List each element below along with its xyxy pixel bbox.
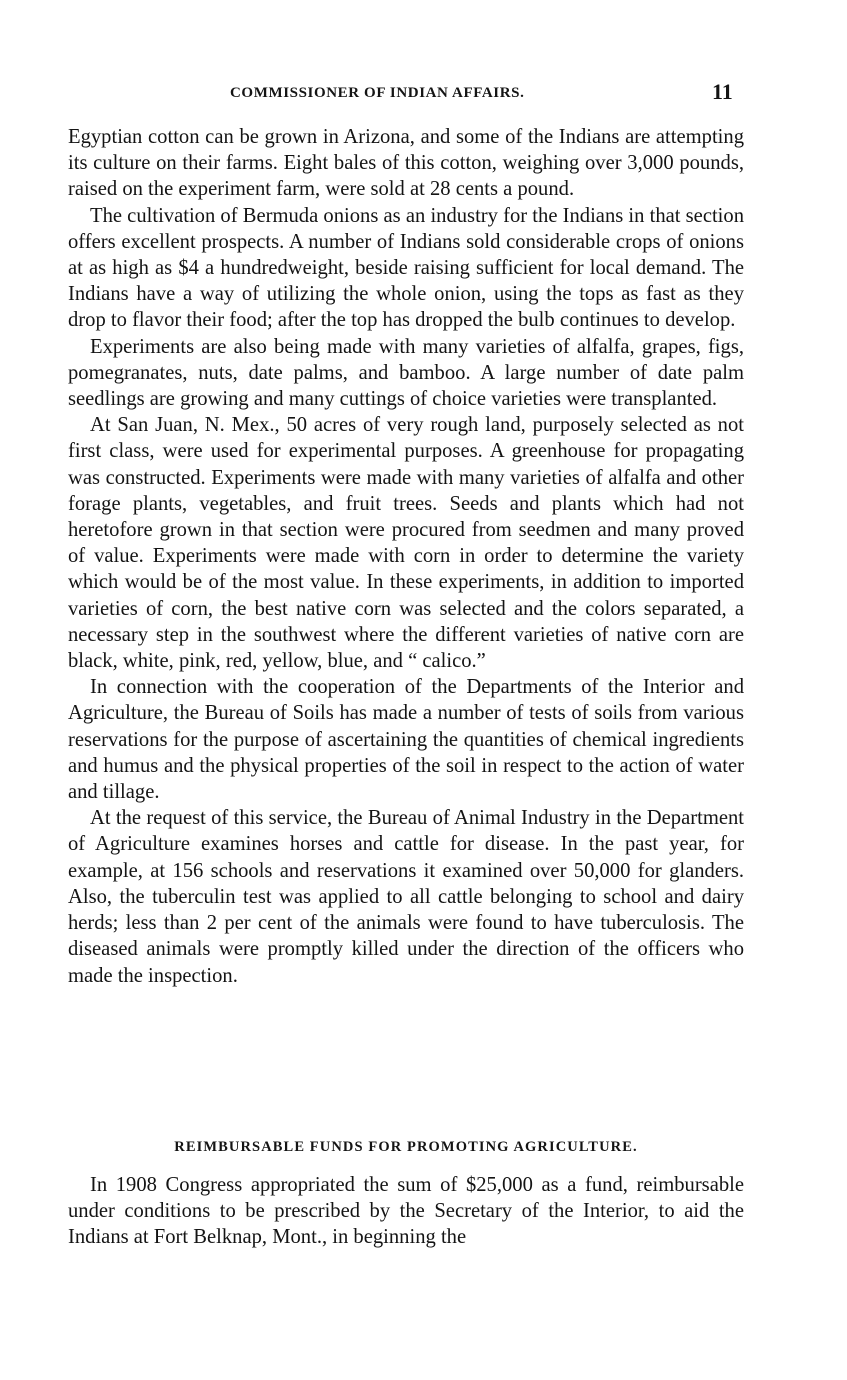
paragraph-reimbursable-funds: In 1908 Congress appropriated the sum of $25,000 as a fund, reimbursable under conditions to be prescribed by the Secretary of the Interior, to aid the Indians at Fort Belknap, Mont., in beginning the — [68, 1174, 744, 1249]
page-header — [0, 79, 847, 106]
paragraph-bureau-of-soils: In connection with the cooperation of the Departments of the Interior and Agriculture, the Bureau of Soils has made a number of tests of soils from various reservations for the purpose of ascertaining the quantities of chemical ingredients and humus and the physical properties of the soil in respect to the action of water and tillage. — [68, 676, 744, 804]
section-heading: REIMBURSABLE FUNDS FOR PROMOTING AGRICULTURE. — [174, 1139, 638, 1155]
paragraph-bermuda-onions: The cultivation of Bermuda onions as an industry for the Indians in that section offers excellent prospects. A number of Indians sold considerable crops of onions at as high as $4 a hundredweight, beside raising sufficient for local demand. The Indians have a way of utilizing the whole onion, using the tops as fast as they drop to flavor their food; after the top has dropped the bulb continues to develop. — [68, 204, 744, 332]
running-head: COMMISSIONER OF INDIAN AFFAIRS. — [230, 85, 525, 101]
page-number: 11 — [712, 79, 733, 104]
paragraph-experiments: Experiments are also being made with many varieties of alfalfa, grapes, figs, pomegranates, nuts, date palms, and bamboo. A large number of date palm seedlings are growing and many cuttings of choice varieties were transplanted. — [68, 335, 744, 411]
section-body — [68, 1172, 744, 1251]
paragraph-san-juan: At San Juan, N. Mex., 50 acres of very rough land, purposely selected as not first class, were used for experimental purposes. A greenhouse for propagating was constructed. Experiments were made with many varieties of alfalfa and other forage plants, vegetables, and fruit trees. Seeds and plants which had not heretofore grown in that section were procured from seedmen and many proved of value. Experiments were made with corn in order to determine the variety which would be of the most value. In these experiments, in addition to imported varieties of corn, the best native corn was selected and the colors separated, a necessary step in the southwest where the different varieties of native corn are black, white, pink, red, yellow, blue, and “ calico.” — [68, 414, 744, 673]
paragraph-animal-industry: At the request of this service, the Bureau of Animal Industry in the Department of Agriculture examines horses and cattle for disease. In the past year, for example, at 156 schools and reservations it examined over 50,000 for glanders. Also, the tuberculin test was applied to all cattle belonging to school and dairy herds; less than 2 per cent of the animals were found to have tuberculosis. The diseased animals were promptly killed under the direction of the officers who made the inspection. — [68, 807, 744, 987]
paragraph-egyptian-cotton: Egyptian cotton can be grown in Arizona, and some of the Indians are attempting its culture on their farms. Eight bales of this cotton, weighing over 3,000 pounds, raised on the experiment farm, were sold at 28 cents a pound. — [68, 126, 744, 201]
body-text — [68, 124, 744, 989]
